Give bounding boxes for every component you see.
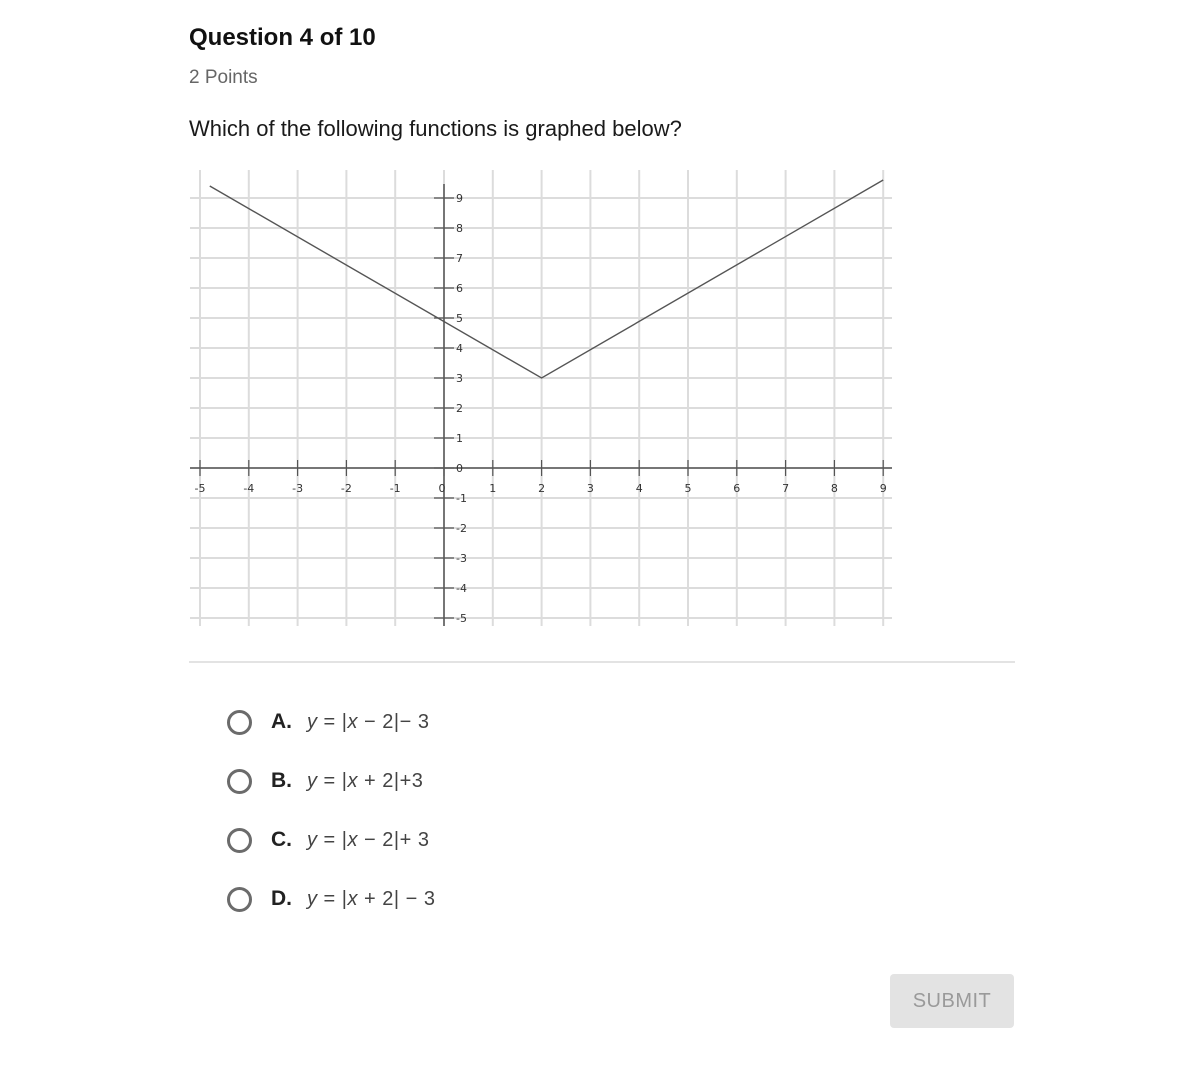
x-tick-label: -2 bbox=[340, 482, 352, 495]
x-tick-label: -5 bbox=[194, 482, 206, 495]
y-tick-label: 6 bbox=[456, 282, 463, 295]
y-tick-label: -2 bbox=[456, 522, 467, 535]
y-tick-label: 3 bbox=[456, 372, 463, 385]
question-prompt: Which of the following functions is graphed below? bbox=[189, 116, 682, 141]
choice-d-letter: D. bbox=[271, 887, 292, 910]
x-tick-label: 0 bbox=[438, 482, 446, 495]
y-tick-label: 2 bbox=[456, 402, 463, 415]
x-tick-label: -3 bbox=[292, 482, 304, 495]
choice-a-letter: A. bbox=[271, 710, 292, 733]
divider bbox=[189, 661, 1015, 663]
x-tick-label: 6 bbox=[733, 482, 741, 495]
x-tick-label: 3 bbox=[586, 482, 594, 495]
x-tick-label: 7 bbox=[782, 482, 790, 495]
y-tick-label: 5 bbox=[456, 312, 463, 325]
y-tick-label: 9 bbox=[456, 192, 463, 205]
choice-a-formula: y = |x − 2|− 3 bbox=[307, 710, 430, 733]
radio-b[interactable] bbox=[227, 769, 252, 794]
choice-c[interactable] bbox=[225, 818, 625, 862]
y-tick-label: 0 bbox=[456, 462, 463, 475]
y-tick-label: 4 bbox=[456, 342, 463, 355]
x-tick-label: 9 bbox=[879, 482, 887, 495]
choice-d-formula: y = |x + 2| − 3 bbox=[307, 887, 436, 910]
choice-b-letter: B. bbox=[271, 769, 292, 792]
x-tick-label: -4 bbox=[243, 482, 255, 495]
y-tick-label: 1 bbox=[456, 432, 463, 445]
y-tick-label: -1 bbox=[456, 492, 467, 505]
y-tick-label: -3 bbox=[456, 552, 467, 565]
x-tick-label: -1 bbox=[389, 482, 401, 495]
y-tick-label: 7 bbox=[456, 252, 463, 265]
choice-a[interactable] bbox=[225, 700, 625, 744]
radio-a[interactable] bbox=[227, 710, 252, 735]
x-tick-label: 2 bbox=[538, 482, 546, 495]
choice-b[interactable] bbox=[225, 759, 625, 803]
submit-button[interactable]: SUBMIT bbox=[890, 974, 1014, 1028]
choice-c-formula: y = |x − 2|+ 3 bbox=[307, 828, 430, 851]
y-tick-label: -4 bbox=[456, 582, 467, 595]
y-tick-label: 8 bbox=[456, 222, 463, 235]
question-title: Question 4 of 10 bbox=[189, 24, 376, 51]
function-graph bbox=[188, 168, 894, 630]
radio-d[interactable] bbox=[227, 887, 252, 912]
x-tick-label: 4 bbox=[635, 482, 643, 495]
radio-c[interactable] bbox=[227, 828, 252, 853]
choice-c-letter: C. bbox=[271, 828, 292, 851]
choice-b-formula: y = |x + 2|+3 bbox=[307, 769, 424, 792]
x-tick-label: 1 bbox=[489, 482, 497, 495]
x-tick-label: 5 bbox=[684, 482, 692, 495]
choice-d[interactable] bbox=[225, 877, 625, 921]
question-points: 2 Points bbox=[189, 67, 258, 88]
x-tick-label: 8 bbox=[830, 482, 838, 495]
y-tick-label: -5 bbox=[456, 612, 467, 625]
